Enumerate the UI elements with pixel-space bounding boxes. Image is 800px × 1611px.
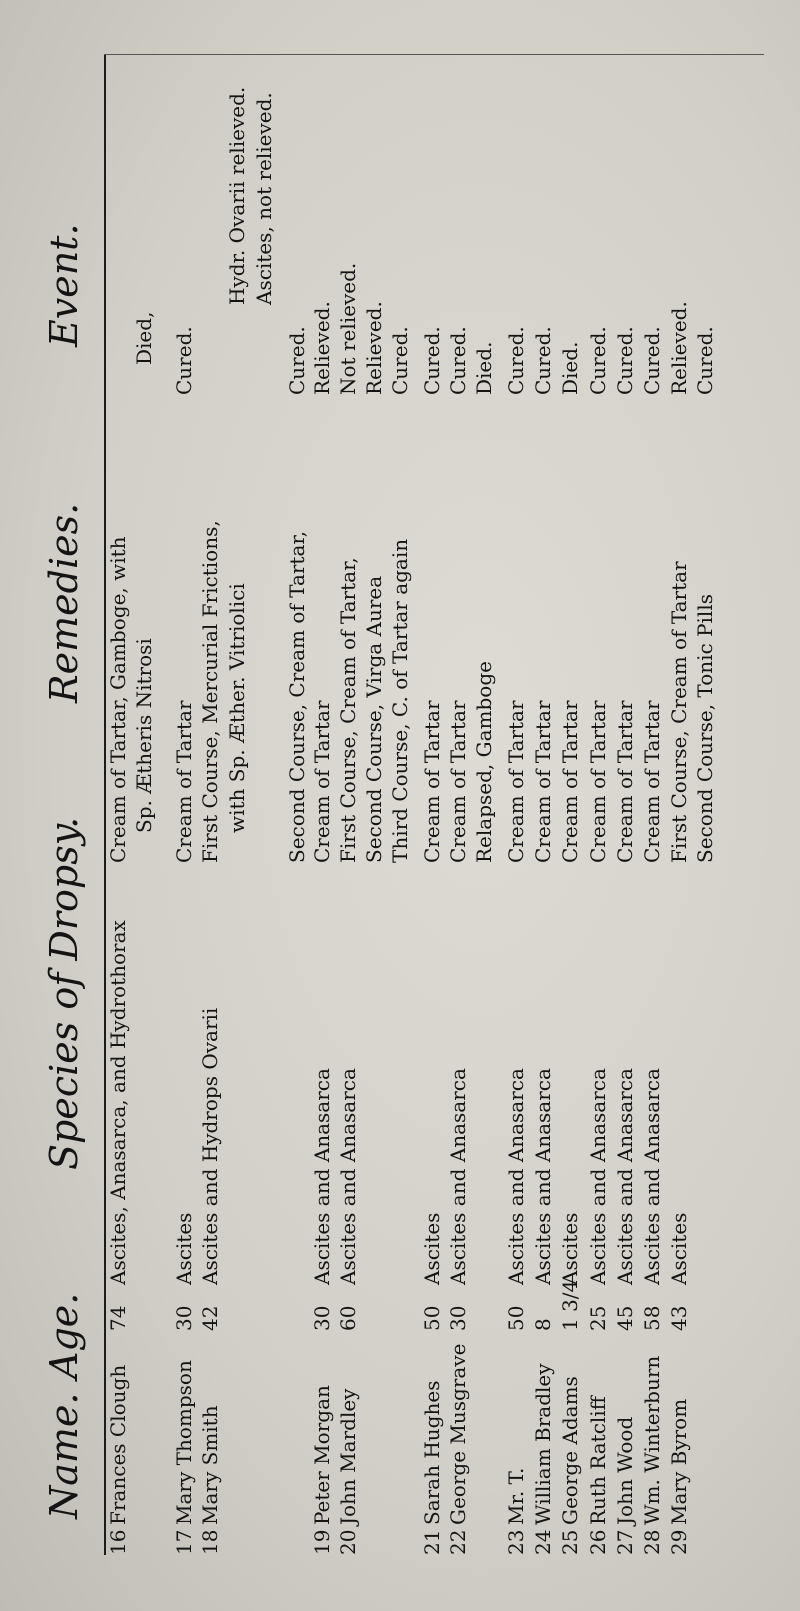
cell-age: 60 — [336, 1305, 360, 1331]
cell-remedy: Cream of Tartar — [586, 700, 610, 863]
table-row — [225, 45, 255, 1575]
cell-event: Cured. — [172, 326, 196, 395]
cell-name: John Wood — [613, 1416, 637, 1525]
cell-num: 29 — [667, 1529, 691, 1555]
table-row — [693, 45, 723, 1575]
cell-remedy: Cream of Tartar — [446, 700, 470, 863]
cell-remedy: Relapsed, Gamboge — [472, 661, 496, 863]
cell-species: Ascites, Anasarca, and Hydrothorax — [106, 920, 130, 1285]
cell-age: 30 — [172, 1305, 196, 1331]
cell-age: 8 — [531, 1318, 555, 1331]
table-row — [640, 45, 670, 1575]
table-row — [132, 45, 162, 1575]
cell-name: Wm. Winterburn — [640, 1355, 664, 1525]
cell-num: 17 — [172, 1529, 196, 1555]
cell-event: Died. — [558, 341, 582, 395]
cell-num: 21 — [420, 1529, 444, 1555]
cell-species: Ascites and Anasarca — [640, 1068, 664, 1285]
cell-event: Ascites, not relieved. — [252, 92, 276, 305]
cell-event: Cured. — [531, 326, 555, 395]
cell-remedy: Cream of Tartar, Gamboge, with — [106, 536, 130, 863]
cell-event: Cured. — [586, 326, 610, 395]
cell-event: Cured. — [388, 326, 412, 395]
cell-name: George Adams — [558, 1376, 582, 1525]
cell-remedy: Cream of Tartar — [504, 700, 528, 863]
cell-event: Cured. — [420, 326, 444, 395]
cell-num: 22 — [446, 1529, 470, 1555]
cell-species: Ascites and Anasarca — [336, 1068, 360, 1285]
cell-species: Ascites — [667, 1212, 691, 1285]
cell-species: Ascites and Anasarca — [586, 1068, 610, 1285]
header-age: Age. — [42, 1292, 86, 1379]
cell-age: 43 — [667, 1305, 691, 1331]
cell-remedy: Second Course, Cream of Tartar, — [285, 530, 309, 863]
dropsy-cases-table — [38, 45, 758, 1575]
cell-event: Hydr. Ovarii relieved. — [225, 86, 249, 305]
cell-num: 19 — [310, 1529, 334, 1555]
table-row — [198, 45, 228, 1575]
table-row — [558, 45, 588, 1575]
table-row — [531, 45, 561, 1575]
cell-name: Peter Morgan — [310, 1385, 334, 1525]
cell-event: Cured. — [504, 326, 528, 395]
cell-remedy: First Course, Cream of Tartar, — [336, 557, 360, 863]
header-remedies: Remedies. — [42, 502, 86, 703]
header-name: Name. — [42, 1392, 86, 1519]
cell-remedy: Second Course, Tonic Pills — [693, 594, 717, 863]
cell-species: Ascites and Anasarca — [613, 1068, 637, 1285]
cell-event: Not relieved. — [336, 262, 360, 395]
cell-event: Relieved. — [667, 301, 691, 395]
table-row — [613, 45, 643, 1575]
cell-age: 74 — [106, 1305, 130, 1331]
cell-remedy: Cream of Tartar — [420, 700, 444, 863]
cell-remedy: Second Course, Virga Aurea — [362, 575, 386, 863]
cell-remedy: Cream of Tartar — [558, 700, 582, 863]
cell-event: Cured. — [285, 326, 309, 395]
cell-remedy: Cream of Tartar — [172, 700, 196, 863]
cell-name: Mary Thompson — [172, 1360, 196, 1525]
cell-age: 1 3/4 — [558, 1279, 582, 1331]
cell-remedy: Sp. Ætheris Nitrosi — [132, 638, 156, 833]
cell-remedy: Third Course, C. of Tartar again — [388, 538, 412, 863]
cell-event: Relieved. — [310, 301, 334, 395]
cell-event: Died. — [472, 341, 496, 395]
cell-age: 50 — [504, 1305, 528, 1331]
cell-species: Ascites and Anasarca — [446, 1068, 470, 1285]
cell-name: George Musgrave — [446, 1343, 470, 1525]
cell-num: 16 — [106, 1529, 130, 1555]
cell-event: Cured. — [693, 326, 717, 395]
cell-event: Cured. — [613, 326, 637, 395]
cell-species: Ascites and Hydrops Ovarii — [198, 1007, 222, 1285]
header-species: Species of Dropsy. — [42, 816, 86, 1170]
cell-remedy: Cream of Tartar — [531, 700, 555, 863]
cell-num: 20 — [336, 1529, 360, 1555]
cell-name: Mr. T. — [504, 1467, 528, 1525]
cell-species: Ascites and Anasarca — [310, 1068, 334, 1285]
table-row — [388, 45, 418, 1575]
cell-age: 25 — [586, 1305, 610, 1331]
cell-remedy: Cream of Tartar — [613, 700, 637, 863]
cell-name: Ruth Ratcliff — [586, 1396, 610, 1525]
table-row — [586, 45, 616, 1575]
table-row — [252, 45, 282, 1575]
cell-num: 28 — [640, 1529, 664, 1555]
cell-remedy: First Course, Cream of Tartar — [667, 561, 691, 863]
cell-age: 30 — [446, 1305, 470, 1331]
cell-remedy: Cream of Tartar — [310, 700, 334, 863]
cell-name: John Mardley — [336, 1388, 360, 1525]
cell-age: 50 — [420, 1305, 444, 1331]
cell-species: Ascites and Anasarca — [531, 1068, 555, 1285]
cell-num: 25 — [558, 1529, 582, 1555]
cell-num: 24 — [531, 1529, 555, 1555]
cell-event: Relieved. — [362, 301, 386, 395]
cell-num: 27 — [613, 1529, 637, 1555]
cell-name: Mary Smith — [198, 1405, 222, 1525]
table-row — [472, 45, 502, 1575]
cell-event: Cured. — [640, 326, 664, 395]
cell-age: 58 — [640, 1305, 664, 1331]
cell-event: Died, — [132, 311, 156, 365]
cell-remedy: First Course, Mercurial Frictions, — [198, 520, 222, 863]
cell-species: Ascites — [172, 1212, 196, 1285]
cell-name: Mary Byrom — [667, 1398, 691, 1525]
cell-num: 26 — [586, 1529, 610, 1555]
cell-num: 18 — [198, 1529, 222, 1555]
cell-species: Ascites and Anasarca — [504, 1068, 528, 1285]
cell-age: 30 — [310, 1305, 334, 1331]
cell-event: Cured. — [446, 326, 470, 395]
cell-species: Ascites — [420, 1212, 444, 1285]
cell-age: 45 — [613, 1305, 637, 1331]
header-event: Event. — [42, 223, 86, 347]
cell-name: Frances Clough — [106, 1364, 130, 1525]
cell-name: Sarah Hughes — [420, 1380, 444, 1525]
cell-num: 23 — [504, 1529, 528, 1555]
cell-remedy: with Sp. Æther. Vitriolici — [225, 583, 249, 833]
cell-remedy: Cream of Tartar — [640, 700, 664, 863]
cell-name: William Bradley — [531, 1363, 555, 1525]
table-row — [504, 45, 534, 1575]
cell-age: 42 — [198, 1305, 222, 1331]
cell-species: Ascites — [558, 1212, 582, 1285]
